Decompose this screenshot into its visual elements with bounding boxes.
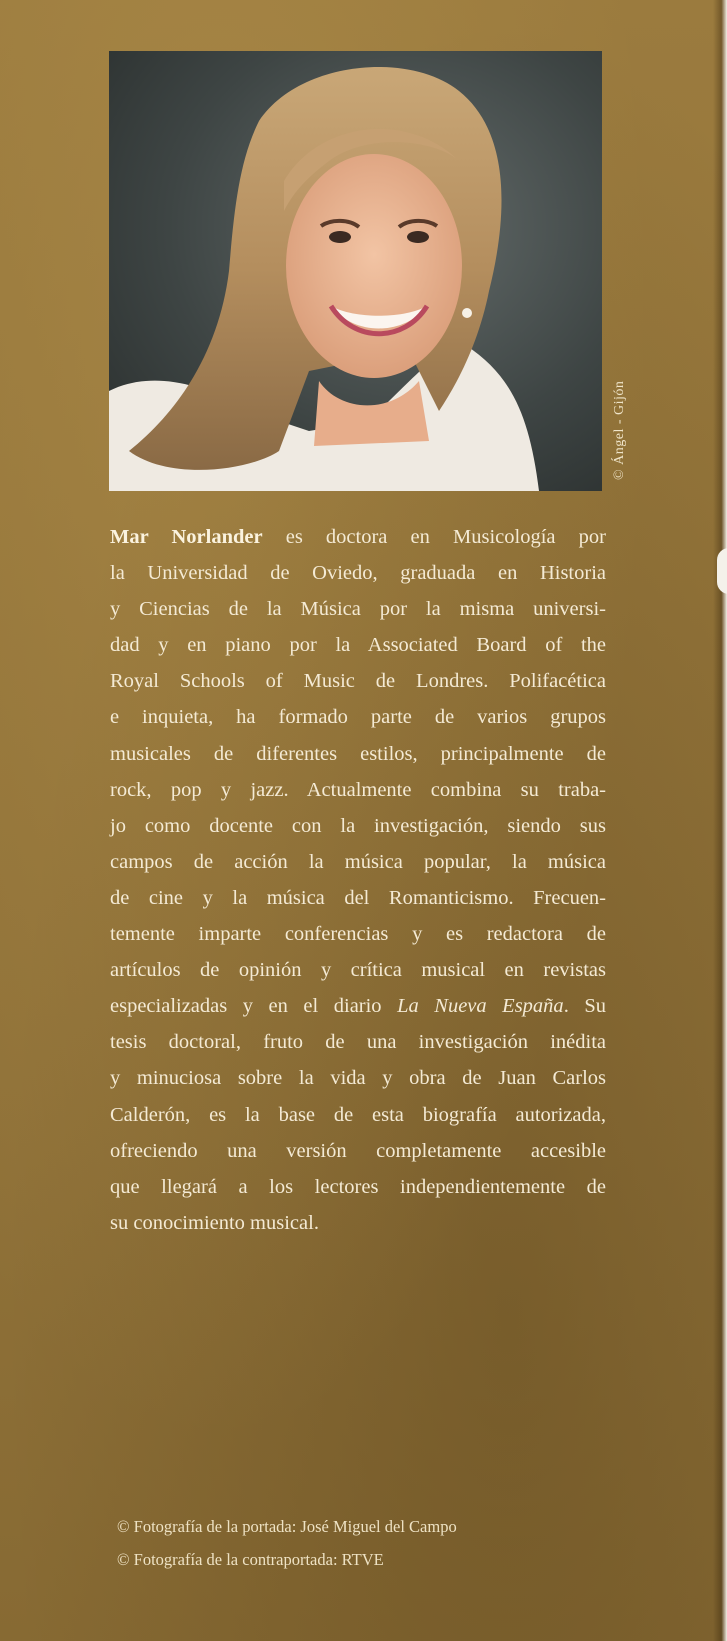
- back-cover-credit: © Fotografía de la contraportada: RTVE: [117, 1550, 384, 1569]
- bio-line: tesis doctoral, fruto de una investigación inédita: [110, 1031, 606, 1054]
- bio-line: especializadas y en el diario La Nueva España. Su: [110, 995, 606, 1018]
- bio-line: y minuciosa sobre la vida y obra de Juan Carlos: [110, 1067, 606, 1090]
- page-edge: [713, 0, 727, 1641]
- bio-line: Mar Norlander es doctora en Musicología por: [110, 526, 606, 548]
- bio-line: e inquieta, ha formado parte de varios grupos: [110, 706, 606, 729]
- bio-line: que llegará a los lectores independientemente de: [110, 1175, 606, 1198]
- bio-line: Royal Schools of Music de Londres. Polifacética: [110, 670, 606, 693]
- bio-line: artículos de opinión y crítica musical en revistas: [110, 959, 606, 982]
- bio-line: musicales de diferentes estilos, principalmente de: [110, 742, 606, 765]
- bio-line: y Ciencias de la Música por la misma universi-: [110, 598, 606, 621]
- bio-line: rock, pop y jazz. Actualmente combina su traba-: [110, 778, 606, 801]
- bio-line: jo como docente con la investigación, siendo sus: [110, 814, 606, 837]
- bio-line: temente imparte conferencias y es redactora de: [110, 923, 606, 946]
- bio-line: Calderón, es la base de esta biografía autorizada,: [110, 1103, 606, 1126]
- bio-line: campos de acción la música popular, la música: [110, 850, 606, 873]
- author-photo: [109, 51, 602, 491]
- bio-line: de cine y la música del Romanticismo. Frecuen-: [110, 886, 606, 909]
- bio-line: ofreciendo una versión completamente accesible: [110, 1139, 606, 1162]
- bio-line: la Universidad de Oviedo, graduada en Historia: [110, 562, 606, 585]
- cover-photo-credits: [117, 1510, 457, 1576]
- photo-credit: © Ángel - Gijón: [612, 380, 627, 480]
- author-biography: [110, 519, 606, 1241]
- front-cover-credit: © Fotografía de la portada: José Miguel del Campo: [117, 1517, 457, 1536]
- author-name: Mar Norlander: [110, 526, 263, 548]
- flap-notch: [717, 548, 727, 594]
- bio-line: su conocimiento musical.: [110, 1211, 319, 1234]
- bio-line: dad y en piano por la Associated Board of the: [110, 634, 606, 657]
- newspaper-title: La Nueva España: [397, 995, 564, 1018]
